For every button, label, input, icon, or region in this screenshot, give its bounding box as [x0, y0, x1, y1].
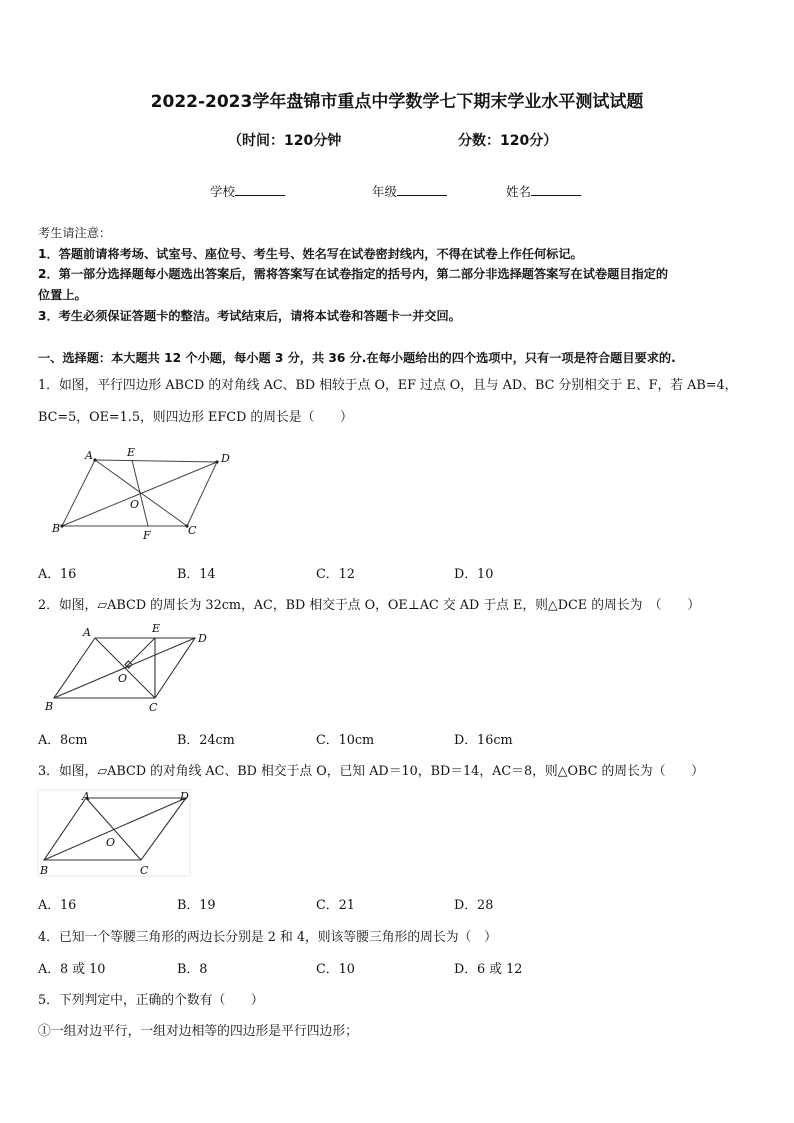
name-blank[interactable]	[531, 183, 581, 196]
q3-option-a[interactable]: A．16	[38, 898, 77, 913]
q3-figure-frame	[38, 790, 190, 876]
q2-label-c: C	[149, 701, 158, 714]
q1-option-a[interactable]: A．16	[38, 567, 77, 582]
q2-option-a[interactable]: A．8cm	[38, 733, 88, 748]
q4-option-a[interactable]: A．8 或 10	[38, 962, 106, 977]
section-heading: 一、选择题：本大题共 12 个小题，每小题 3 分，共 36 分.在每小题给出的四个选项中，只有一项是符合题目要求的.	[38, 351, 676, 365]
notes-heading: 考生请注意：	[38, 226, 112, 240]
page-title: 2022-2023学年盘锦市重点中学数学七下期末学业水平测试试题	[150, 92, 644, 112]
school-label: 学校	[210, 184, 236, 199]
q1-label-b: B	[52, 522, 61, 535]
q2-option-c[interactable]: C．10cm	[316, 733, 375, 748]
q1-point-a	[93, 458, 96, 461]
q2-label-e: E	[152, 622, 161, 635]
q3-option-c[interactable]: C．21	[316, 898, 355, 913]
q1-option-c[interactable]: C．12	[316, 567, 355, 582]
q1-label-a: A	[85, 449, 93, 462]
q1-label-d: D	[221, 452, 230, 465]
q1-point-b	[60, 524, 63, 527]
grade-label: 年级	[372, 184, 398, 199]
q5-text: 5．下列判定中，正确的个数有（ ）	[38, 993, 264, 1008]
q2-label-a: A	[83, 626, 91, 639]
q1-label-e: E	[127, 446, 136, 459]
q1-label-c: C	[188, 524, 197, 537]
school-field	[210, 182, 285, 200]
q2-option-d[interactable]: D．16cm	[454, 733, 513, 748]
q1-label-o: O	[130, 498, 140, 511]
grade-field	[372, 182, 447, 200]
q1-option-b[interactable]: B．14	[177, 567, 216, 582]
q1-diagonal-bd	[62, 462, 217, 526]
note-3: 3．考生必须保证答题卡的整洁。考试结束后，请将本试卷和答题卡一并交回。	[38, 309, 461, 323]
q1-figure	[50, 446, 240, 542]
school-blank[interactable]	[235, 183, 285, 196]
q4-option-c[interactable]: C．10	[316, 962, 355, 977]
q1-point-d	[215, 460, 218, 463]
q1-segment-ef	[132, 460, 148, 526]
grade-blank[interactable]	[397, 183, 447, 196]
q4-text: 4．已知一个等腰三角形的两边长分别是 2 和 4，则该等腰三角形的周长为（ ）	[38, 930, 497, 945]
q3-option-b[interactable]: B．19	[177, 898, 216, 913]
q3-figure	[36, 788, 196, 880]
q2-label-b: B	[45, 700, 54, 713]
q4-option-d[interactable]: D．6 或 12	[454, 962, 523, 977]
q4-option-b[interactable]: B．8	[177, 962, 208, 977]
q3-label-o: O	[106, 836, 116, 849]
q3-diagonal-ac	[86, 798, 141, 860]
q2-option-b[interactable]: B．24cm	[177, 733, 235, 748]
name-field	[506, 182, 581, 200]
note-2b: 位置上。	[38, 288, 87, 302]
note-2a: 2．第一部分选择题每小题选出答案后，需将答案写在试卷指定的括号内，第二部分非选择题答案写在试卷题目指定的	[38, 267, 669, 281]
note-1: 1．答题前请将考场、试室号、座位号、考生号、姓名写在试卷密封线内，不得在试卷上作任何标记。	[38, 247, 583, 261]
q2-segment-eo	[125, 638, 155, 668]
q3-text: 3．如图，▱ABCD 的对角线 AC、BD 相交于点 O，已知 AD＝10，BD＝14，AC＝8，则△OBC 的周长为（ ）	[38, 764, 704, 779]
q2-label-d: D	[198, 632, 207, 645]
q1-label-f: F	[143, 529, 151, 542]
q1-text-line1: 1．如图，平行四边形 ABCD 的对角线 AC、BD 相较于点 O，EF 过点 O，且与 AD、BC 分别相交于 E、F，若 AB=4，	[38, 378, 738, 393]
q5-item-1: ①一组对边平行，一组对边相等的四边形是平行四边形；	[38, 1024, 358, 1039]
q3-label-b: B	[40, 864, 49, 877]
name-label: 姓名	[506, 184, 532, 199]
q2-figure	[42, 622, 217, 716]
q1-option-d[interactable]: D．10	[454, 567, 494, 582]
q3-label-c: C	[140, 864, 149, 877]
q3-label-a: A	[82, 790, 90, 803]
q2-text: 2．如图，▱ABCD 的周长为 32cm，AC，BD 相交于点 O，OE⊥AC 交 AD 于点 E，则△DCE 的周长为 （ ）	[38, 598, 700, 613]
exam-time: （时间：120分钟	[228, 133, 342, 149]
q1-text-line2: BC=5，OE=1.5，则四边形 EFCD 的周长是（ ）	[38, 410, 353, 425]
q3-option-d[interactable]: D．28	[454, 898, 494, 913]
q3-label-d: D	[180, 790, 189, 803]
exam-score: 分数：120分）	[458, 133, 558, 149]
q2-label-o: O	[118, 672, 128, 685]
